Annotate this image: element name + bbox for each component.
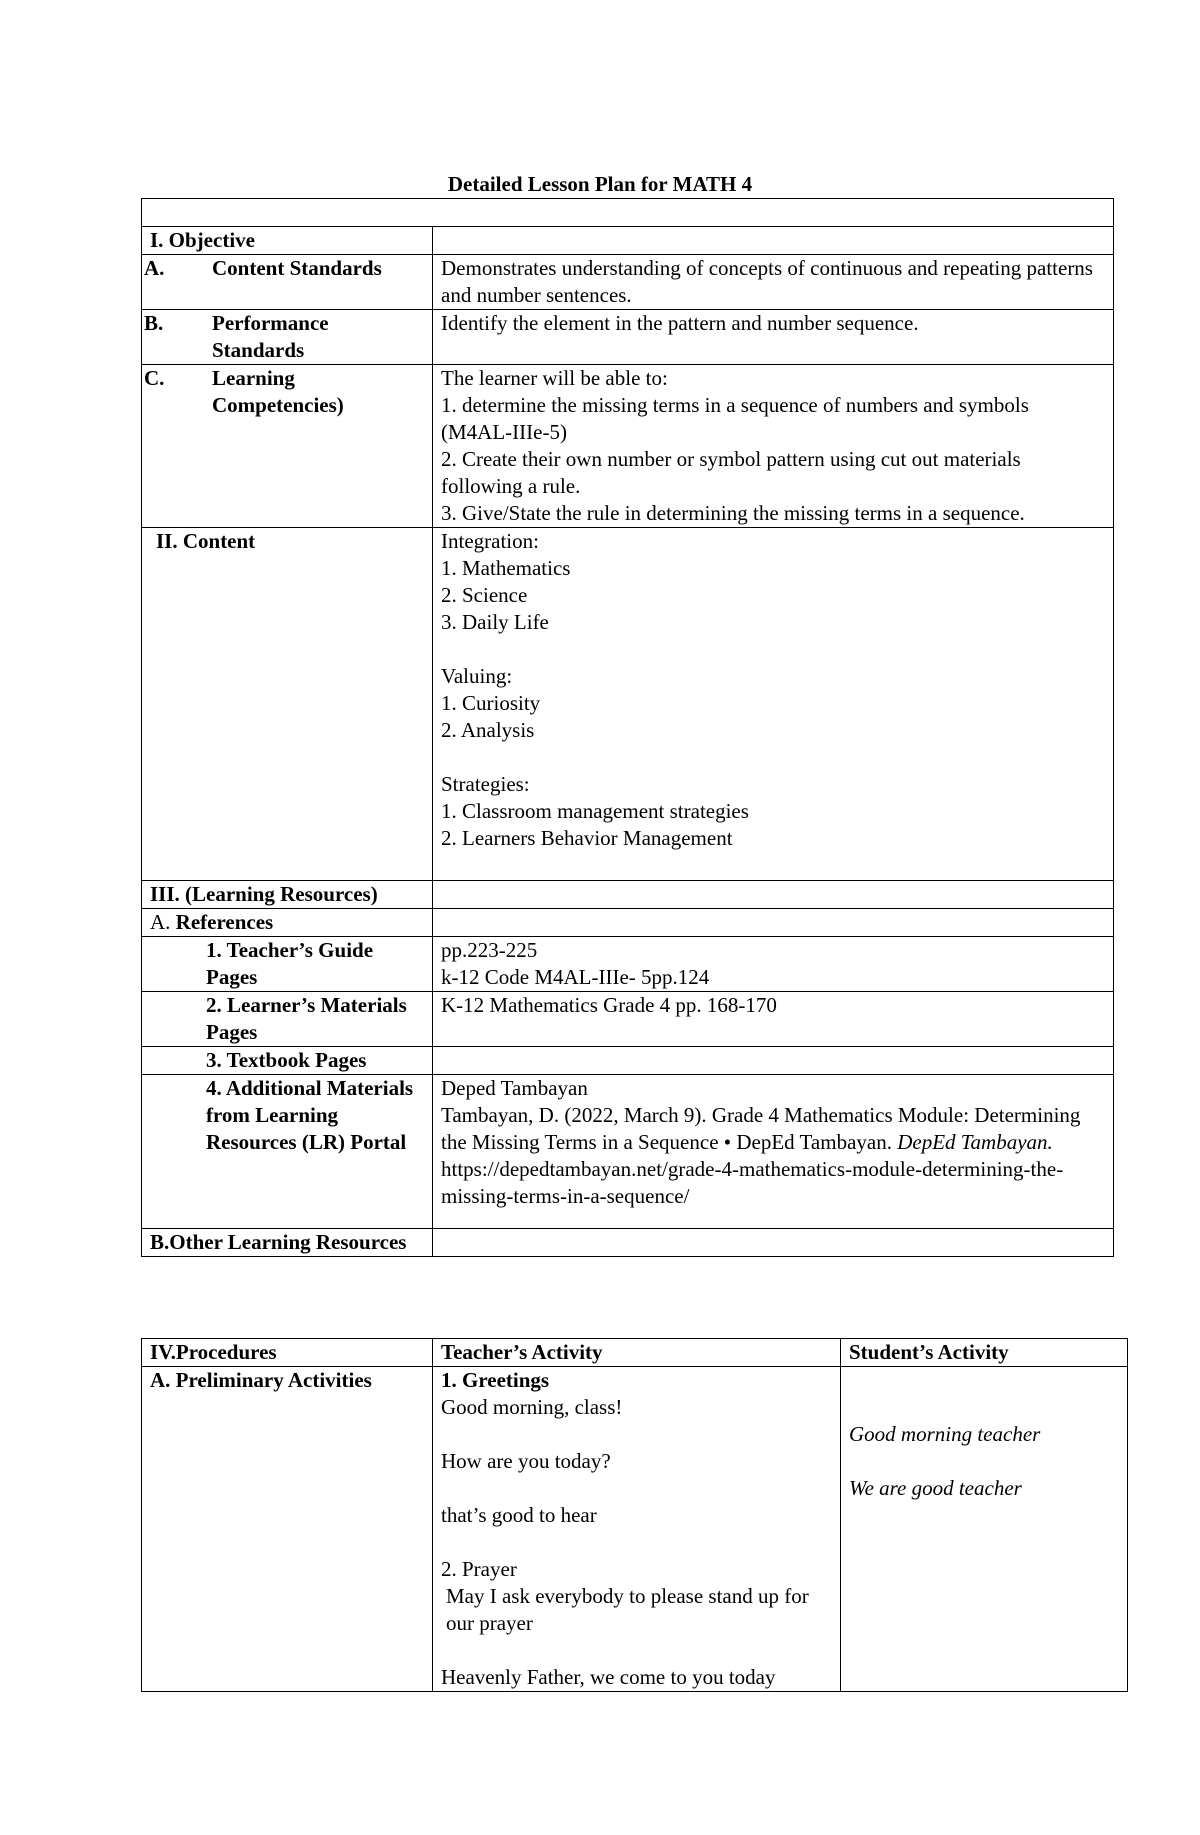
preliminary-row xyxy=(142,1367,1128,1692)
valuing-label: Valuing: xyxy=(441,664,513,688)
integration-item: 2. Science xyxy=(441,583,528,607)
objective-value xyxy=(433,227,1114,255)
integration-item: 3. Daily Life xyxy=(441,610,549,634)
references-label: References xyxy=(175,910,274,934)
teacher-how: How are you today? xyxy=(441,1449,611,1473)
teacher-greeting: Good morning, class! xyxy=(441,1395,623,1419)
other-resources-label: B.Other Learning Resources xyxy=(142,1229,433,1257)
strategies-item: 1. Classroom management strategies xyxy=(441,799,749,823)
learners-materials-label: 2. Learner’s Materials Pages xyxy=(142,992,433,1047)
additional-materials-text xyxy=(433,1075,1114,1229)
learners-materials-row xyxy=(142,992,1114,1047)
content-standards-row xyxy=(142,255,1114,310)
content-standards-label: Content Standards xyxy=(212,256,382,280)
procedures-header: IV.Procedures xyxy=(142,1339,433,1367)
references-letter: A. xyxy=(150,910,171,934)
integration-label: Integration: xyxy=(441,529,539,553)
other-resources-row xyxy=(142,1229,1114,1257)
performance-standards-label-cell xyxy=(142,310,433,365)
competency-line: 1. determine the missing terms in a sequence of numbers and symbols (M4AL-IIIe-5) xyxy=(441,393,1029,444)
content-standards-label-cell xyxy=(142,255,433,310)
prayer-request: May I ask everybody to please stand up for our prayer xyxy=(446,1584,809,1635)
teachers-guide-text xyxy=(433,937,1114,992)
page-title: Detailed Lesson Plan for MATH 4 xyxy=(447,172,753,196)
additional-materials-citation xyxy=(441,1102,1105,1210)
textbook-row xyxy=(142,1047,1114,1075)
students-activity-header: Student’s Activity xyxy=(841,1339,1128,1367)
teachers-guide-row xyxy=(142,937,1114,992)
citation-url: https://depedtambayan.net/grade-4-mathematics-module-determining-the-missing-terms-in-a-sequence/ xyxy=(441,1157,1064,1208)
resources-row xyxy=(142,881,1114,909)
additional-materials-row xyxy=(142,1075,1114,1229)
teacher-good: that’s good to hear xyxy=(441,1503,597,1527)
additional-materials-label: 4. Additional Materials from Learning Resources (LR) Portal xyxy=(142,1075,433,1229)
content-standards-text: Demonstrates understanding of concepts of continuous and repeating patterns and number sentences. xyxy=(433,255,1114,310)
integration-item: 1. Mathematics xyxy=(441,556,571,580)
objective-row xyxy=(142,227,1114,255)
references-row xyxy=(142,909,1114,937)
citation-italic: DepEd Tambayan. xyxy=(897,1130,1053,1154)
strategies-label: Strategies: xyxy=(441,772,530,796)
prayer-text: Heavenly Father, we come to you today xyxy=(441,1665,776,1689)
content-standards-letter: A. xyxy=(144,256,165,280)
references-label-cell xyxy=(142,909,433,937)
strategies-item: 2. Learners Behavior Management xyxy=(441,826,733,850)
teachers-guide-line: k-12 Code M4AL-IIIe- 5pp.124 xyxy=(441,965,710,989)
blank-cell xyxy=(142,199,1114,227)
resources-value xyxy=(433,881,1114,909)
learners-materials-text: K-12 Mathematics Grade 4 pp. 168-170 xyxy=(433,992,1114,1047)
objective-heading: I. Objective xyxy=(142,227,433,255)
procedures-header-row xyxy=(142,1339,1128,1367)
teachers-activity-header: Teacher’s Activity xyxy=(433,1339,841,1367)
references-value xyxy=(433,909,1114,937)
competency-line: The learner will be able to: xyxy=(441,366,668,390)
prayer-label: 2. Prayer xyxy=(441,1557,517,1581)
competency-line: 3. Give/State the rule in determining the missing terms in a sequence. xyxy=(441,501,1025,525)
lesson-plan-table xyxy=(141,198,1114,1257)
student-response: We are good teacher xyxy=(849,1476,1022,1500)
textbook-text xyxy=(433,1047,1114,1075)
valuing-item: 1. Curiosity xyxy=(441,691,541,715)
teachers-guide-label: 1. Teacher’s Guide Pages xyxy=(142,937,433,992)
textbook-label: 3. Textbook Pages xyxy=(142,1047,433,1075)
content-text xyxy=(433,528,1114,881)
blank-row xyxy=(142,199,1114,227)
learning-competencies-text xyxy=(433,365,1114,528)
student-activity-cell xyxy=(841,1367,1128,1692)
performance-standards-letter: B. xyxy=(144,311,164,335)
teacher-activity-cell xyxy=(433,1367,841,1692)
preliminary-label: A. Preliminary Activities xyxy=(142,1367,433,1692)
performance-standards-row xyxy=(142,310,1114,365)
valuing-item: 2. Analysis xyxy=(441,718,535,742)
content-row xyxy=(142,528,1114,881)
resources-heading: III. (Learning Resources) xyxy=(142,881,433,909)
additional-materials-line1: Deped Tambayan xyxy=(441,1076,588,1100)
learning-competencies-letter: C. xyxy=(144,366,165,390)
greetings-label: 1. Greetings xyxy=(441,1368,550,1392)
student-greeting: Good morning teacher xyxy=(849,1422,1041,1446)
procedures-table xyxy=(141,1338,1128,1692)
learning-competencies-label-cell xyxy=(142,365,433,528)
competency-line: 2. Create their own number or symbol pattern using cut out materials following a rule. xyxy=(441,447,1021,498)
content-heading: II. Content xyxy=(142,528,433,881)
performance-standards-label: Performance Standards xyxy=(212,311,329,362)
teachers-guide-line: pp.223-225 xyxy=(441,938,538,962)
learning-competencies-label: Learning Competencies) xyxy=(212,366,344,417)
performance-standards-text: Identify the element in the pattern and number sequence. xyxy=(433,310,1114,365)
other-resources-text xyxy=(433,1229,1114,1257)
learning-competencies-row xyxy=(142,365,1114,528)
citation-start: Tambayan, D. (2022, March 9). Grade 4 Mathematics Module: Determining the Missing Terms in a Sequence • DepEd Tambayan. xyxy=(441,1103,1081,1154)
